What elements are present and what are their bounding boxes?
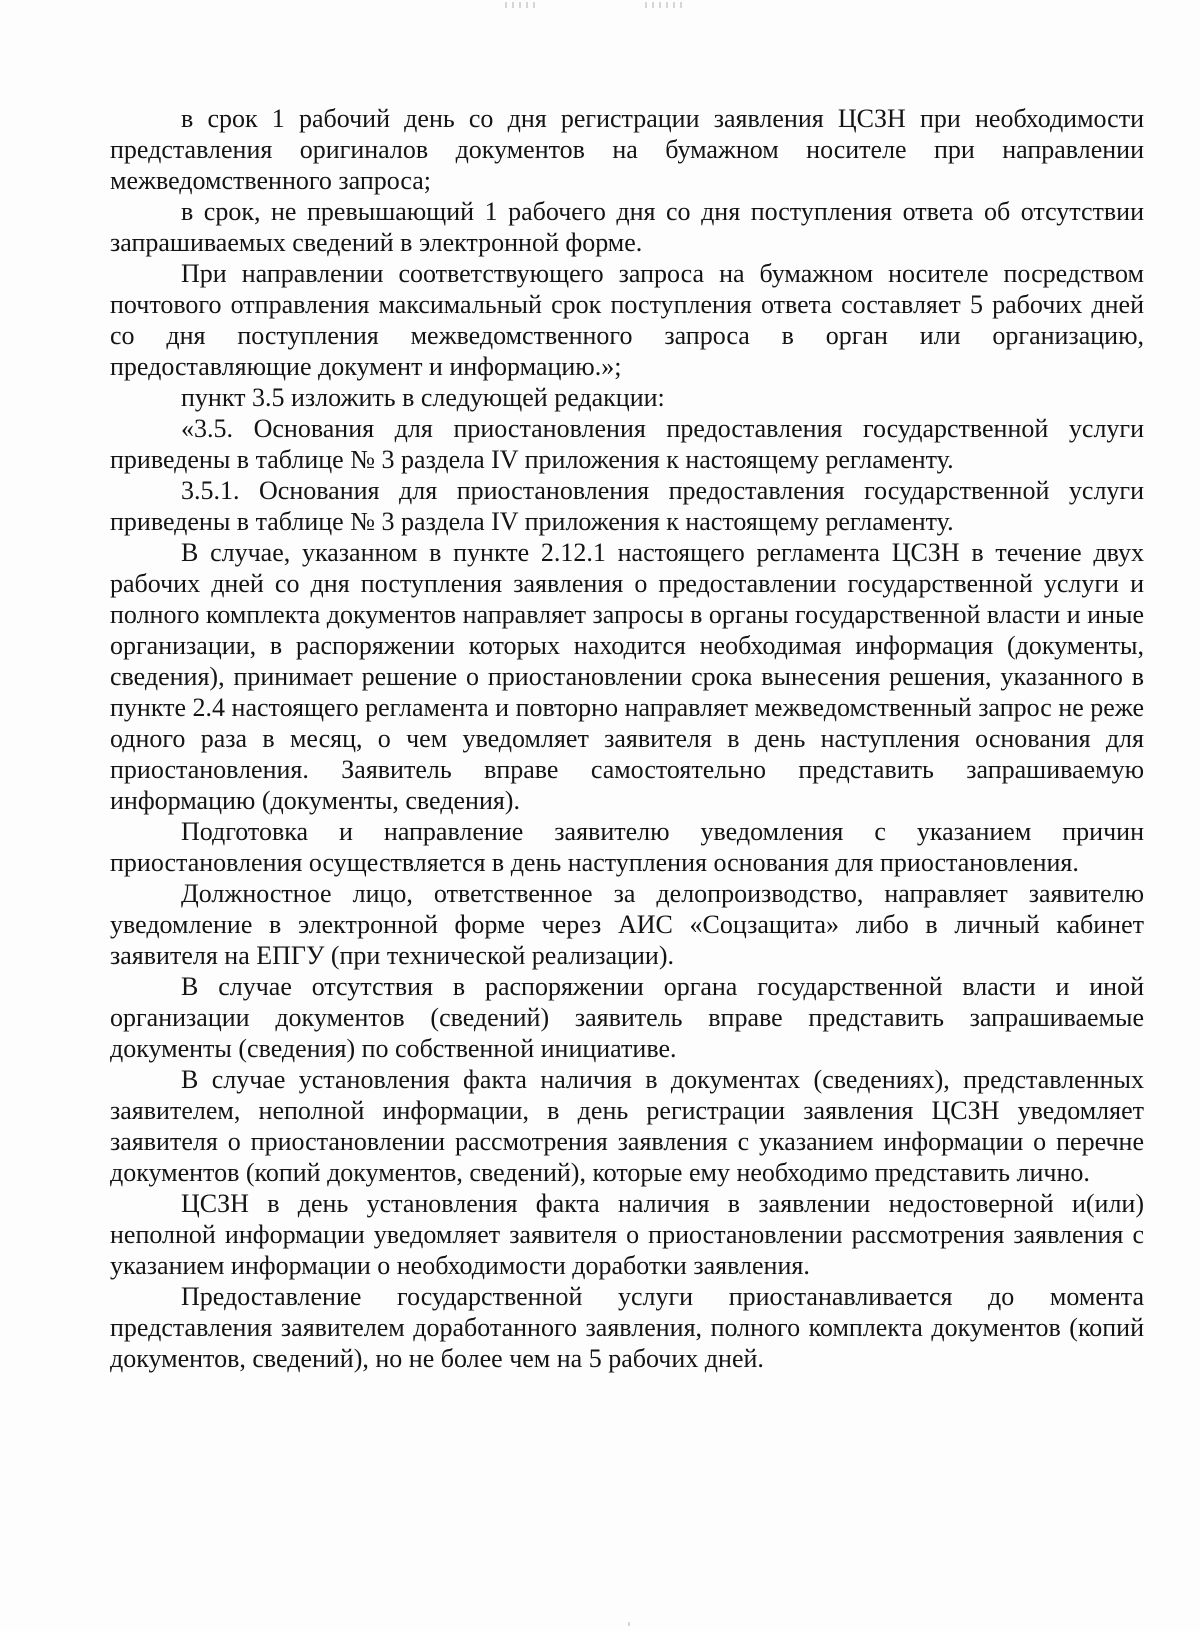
paragraph: В случае, указанном в пункте 2.12.1 настоящего регламента ЦСЗН в течение двух рабочих дней со дня поступления заявления о предоставлении государственной услуги и полного комплекта документов направляет запросы в органы государственной власти и иные организации, в распоряжении которых находится необходимая информация (документы, сведения), принимает решение о приостановлении срока вынесения решения, указанного в пункте 2.4 настоящего регламента и повторно направляет межведомственный запрос не реже одного раза в месяц, о чем уведомляет заявителя в день наступления основания для приостановления. Заявитель вправе самостоятельно представить запрашиваемую информацию (документы, сведения). [110, 538, 1144, 815]
paragraph: Подготовка и направление заявителю уведомления с указанием причин приостановления осуществляется в день наступления основания для приостановления. [110, 817, 1144, 877]
document-body [110, 103, 1144, 1374]
paragraph: «3.5. Основания для приостановления предоставления государственной услуги приведены в таблице № 3 раздела IV приложения к настоящему регламенту. [110, 414, 1144, 474]
scan-artifact [628, 1622, 634, 1626]
scan-artifact [505, 2, 535, 8]
paragraph: В случае установления факта наличия в документах (сведениях), представленных заявителем, неполной информации, в день регистрации заявления ЦСЗН уведомляет заявителя о приостановлении рассмотрения заявления с указанием информации о перечне документов (копий документов, сведений), которые ему необходимо представить лично. [110, 1065, 1144, 1187]
paragraph: 3.5.1. Основания для приостановления предоставления государственной услуги приведены в таблице № 3 раздела IV приложения к настоящему регламенту. [110, 476, 1144, 536]
paragraph: ЦСЗН в день установления факта наличия в заявлении недостоверной и(или) неполной информации уведомляет заявителя о приостановлении рассмотрения заявления с указанием информации о необходимости доработки заявления. [110, 1189, 1144, 1280]
paragraph: Предоставление государственной услуги приостанавливается до момента представления заявителем доработанного заявления, полного комплекта документов (копий документов, сведений), но не более чем на 5 рабочих дней. [110, 1282, 1144, 1373]
paragraph: пункт 3.5 изложить в следующей редакции: [181, 383, 665, 412]
paragraph: в срок 1 рабочий день со дня регистрации заявления ЦСЗН при необходимости представления оригиналов документов на бумажном носителе при направлении межведомственного запроса; [110, 104, 1144, 195]
paragraph: Должностное лицо, ответственное за делопроизводство, направляет заявителю уведомление в электронной форме через АИС «Соцзащита» либо в личный кабинет заявителя на ЕПГУ (при технической реализации). [110, 879, 1144, 970]
scan-artifact [645, 2, 683, 8]
paragraph: При направлении соответствующего запроса на бумажном носителе посредством почтового отправления максимальный срок поступления ответа составляет 5 рабочих дней со дня поступления межведомственного запроса в орган или организацию, предоставляющие документ и информацию.»; [110, 259, 1144, 381]
paragraph: В случае отсутствия в распоряжении органа государственной власти и иной организации документов (сведений) заявитель вправе представить запрашиваемые документы (сведения) по собственной инициативе. [110, 972, 1144, 1063]
paragraph: в срок, не превышающий 1 рабочего дня со дня поступления ответа об отсутствии запрашиваемых сведений в электронной форме. [110, 197, 1144, 257]
